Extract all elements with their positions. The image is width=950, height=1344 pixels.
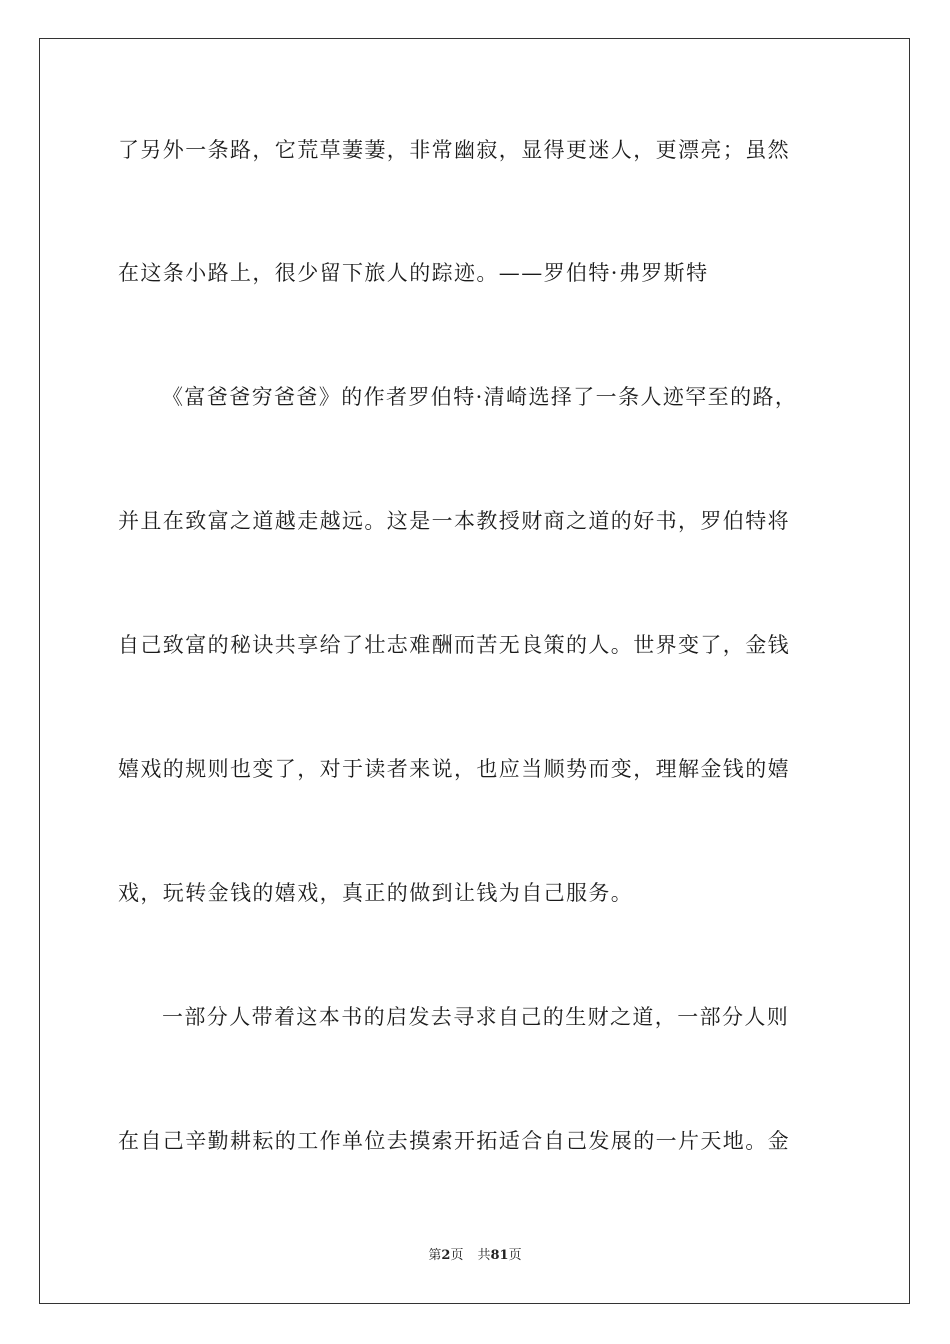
text-line-2: 在这条小路上，很少留下旅人的踪迹。——罗伯特·弗罗斯特 [118,261,709,285]
total-pages: 81 [490,1248,509,1263]
paragraph-start-line-3: 《富爸爸穷爸爸》的作者罗伯特·清崎选择了一条人迹罕至的路， [162,385,798,409]
text-line-4: 并且在致富之道越走越远。这是一本教授财商之道的好书，罗伯特将 [118,509,790,533]
text-line-7: 戏，玩转金钱的嬉戏，真正的做到让钱为自己服务。 [118,881,634,905]
text-line-1: 了另外一条路，它荒草萋萋，非常幽寂，显得更迷人，更漂亮；虽然 [118,138,790,162]
page-prefix: 第 [428,1248,442,1263]
page-border [39,38,910,1304]
text-line-9: 在自己辛勤耕耘的工作单位去摸索开拓适合自己发展的一片天地。金 [118,1129,790,1153]
total-suffix: 页 [508,1248,522,1263]
page-suffix: 页 [450,1248,464,1263]
paragraph-start-line-8: 一部分人带着这本书的启发去寻求自己的生财之道，一部分人则 [162,1005,790,1029]
text-line-6: 嬉戏的规则也变了，对于读者来说，也应当顺势而变，理解金钱的嬉 [118,757,790,781]
total-prefix: 共 [477,1248,491,1263]
page-number: 2 [441,1248,451,1263]
page-footer [0,1247,950,1265]
text-line-5: 自己致富的秘诀共享给了壮志难酬而苦无良策的人。世界变了，金钱 [118,633,790,657]
